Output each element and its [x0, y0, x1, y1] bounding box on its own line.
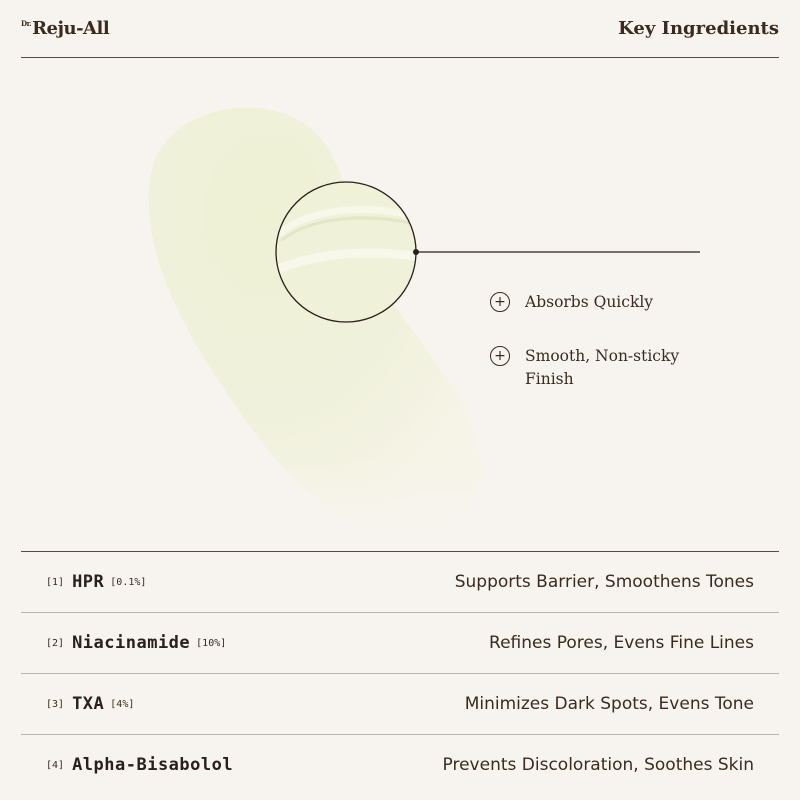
benefit-absorbs-quickly: [490, 291, 715, 314]
ingredient-percent: [4%]: [110, 698, 135, 710]
ingredient-description: Prevents Discoloration, Soothes Skin: [442, 755, 754, 775]
ingredient-row: [21, 612, 779, 673]
ingredient-name: Alpha-Bisabolol: [72, 755, 234, 775]
benefit-smooth-finish: [490, 345, 715, 391]
ingredient-description: Supports Barrier, Smoothens Tones: [454, 572, 754, 592]
page-title: Key Ingredients: [618, 18, 779, 39]
ingredient-row: [21, 734, 779, 795]
plus-circle-icon: +: [490, 292, 510, 312]
ingredient-index: [4]: [46, 759, 65, 771]
ingredient-description: Minimizes Dark Spots, Evens Tone: [464, 694, 754, 714]
ingredient-row: [21, 551, 779, 612]
ingredient-percent: [10%]: [196, 637, 227, 649]
brand-prefix: Dr.: [21, 19, 32, 28]
ingredients-table: [21, 551, 779, 795]
ingredient-description: Refines Pores, Evens Fine Lines: [489, 633, 754, 653]
ingredient-percent: [0.1%]: [110, 576, 147, 588]
brand-name: Reju-All: [32, 18, 110, 39]
ingredient-name: HPR: [72, 572, 105, 592]
benefit-label: Absorbs Quickly: [525, 293, 654, 311]
benefit-label: Smooth, Non-sticky Finish: [525, 347, 680, 388]
ingredient-index: [1]: [46, 576, 65, 588]
ingredient-index: [2]: [46, 637, 65, 649]
ingredient-name: TXA: [72, 694, 105, 714]
brand-logo: [21, 18, 109, 39]
ingredient-row: [21, 673, 779, 734]
page-header: [0, 0, 800, 58]
ingredient-name: Niacinamide: [72, 633, 191, 653]
ingredient-index: [3]: [46, 698, 65, 710]
plus-circle-icon: +: [490, 346, 510, 366]
